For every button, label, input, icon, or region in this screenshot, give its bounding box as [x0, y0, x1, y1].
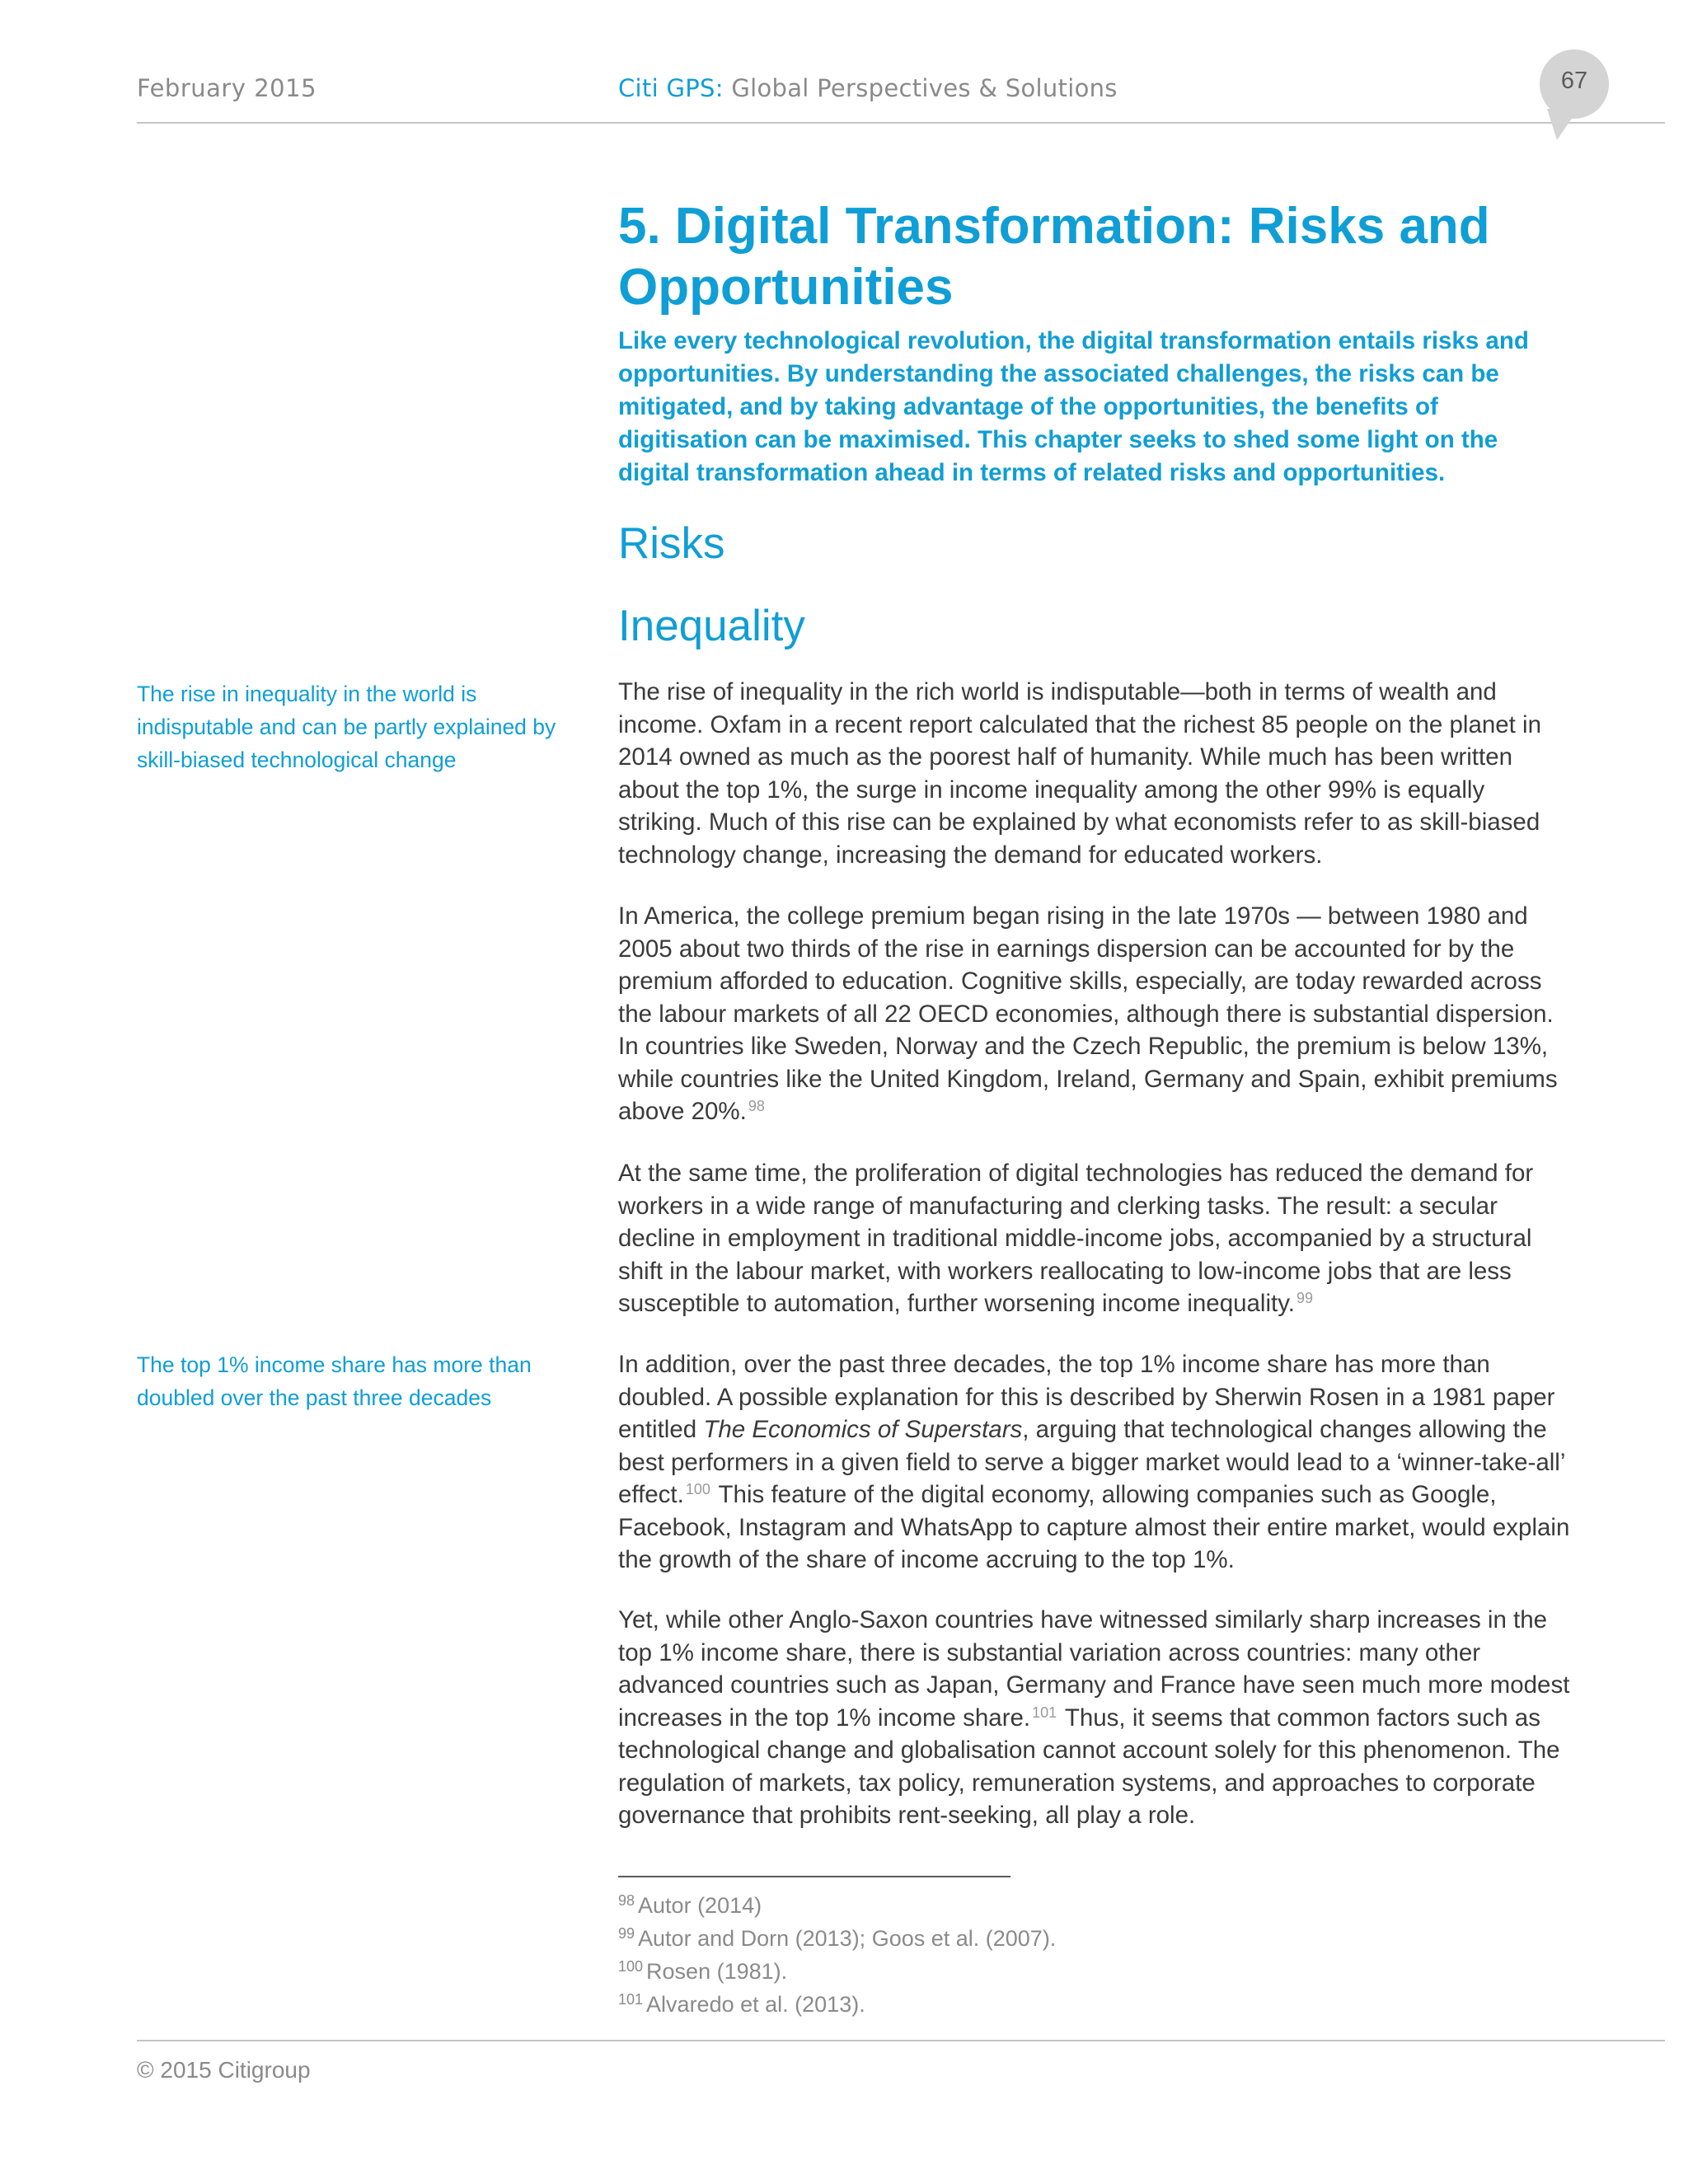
footer-copyright: © 2015 Citigroup: [137, 2057, 311, 2083]
section-heading-risks: Risks: [618, 519, 725, 568]
chapter-intro: Like every technological revolution, the digital transformation entails risks and opportunities. By understanding the associated challenges, the risks can be mitigated, and by taking advantage of the opportunities, the benefits of digitisation can be maximised. This chapter seeks to shed some light on the digital transformation ahead in terms of related risks and opportunities.: [618, 327, 1529, 486]
paragraph-4-text-a: In addition, over the past three decades, the top 1% income share has more than doubled. A possible explanation for this is described by Sherwin Rosen in a 1981 paper entitled: [618, 1351, 1555, 1443]
paragraph-3: [618, 1157, 1574, 1320]
paragraph-3-text: At the same time, the proliferation of digital technologies has reduced the demand for workers in a wide range of manufacturing and clerking tasks. The result: a secular decline in employment in traditional middle-income jobs, accompanied by a structural shift in the labour market, with workers reallocating to low-income jobs that are less susceptible to automation, further worsening income inequality.: [618, 1160, 1534, 1317]
section-heading-inequality: Inequality: [618, 602, 805, 650]
sidenote-inequality: The rise in inequality in the world is indisputable and can be partly explained by skill-biased technological change: [137, 682, 556, 772]
paragraph-1: The rise of inequality in the rich world is indisputable—both in terms of wealth and income. Oxfam in a recent report calculated that the richest 85 people on the planet in 2014 owned as much as the poorest half of humanity. While much has been written about the top 1%, the surge in income inequality among the other 99% is equally striking. Much of this rise can be explained by what economists refer to as skill-biased technology change, increasing the demand for educated workers.: [618, 678, 1542, 869]
paper-title: The Economics of Superstars: [703, 1416, 1023, 1443]
footnote-number: 98: [618, 1892, 635, 1909]
paragraph-5-text-a: Yet, while other Anglo-Saxon countries have witnessed similarly sharp increases in the top 1% income share, there is substantial variation across countries: many other advanced countries such as Japan, Germany and France have seen much more modest increases in the top 1% income share.: [618, 1606, 1570, 1732]
footnote-number: 99: [618, 1925, 635, 1942]
footnote-ref-100[interactable]: 100: [685, 1481, 710, 1497]
footnote-number: 101: [618, 1991, 644, 2008]
footnote-ref-99[interactable]: 99: [1296, 1290, 1314, 1306]
footnote-text: Rosen (1981).: [646, 1959, 788, 1984]
footnote-text: Alvaredo et al. (2013).: [646, 1992, 865, 2017]
paragraph-2: [618, 900, 1574, 1128]
footnote-text: Autor and Dorn (2013); Goos et al. (2007).: [638, 1926, 1057, 1951]
footnote-text: Autor (2014): [638, 1893, 762, 1918]
paragraph-5: [618, 1604, 1574, 1832]
paragraph-4-text-b: , arguing that technological changes allowing the best performers in a given field to serve a bigger market would lead to a ‘winner-take-all’ effect.: [618, 1416, 1565, 1508]
paragraph-5-text-b: Thus, it seems that common factors such as technological change and globalisation cannot account solely for this phenomenon. The regulation of markets, tax policy, remuneration systems, and approaches to corporate governance that prohibits rent-seeking, all play a role.: [618, 1704, 1560, 1829]
footnote-number: 100: [618, 1958, 644, 1975]
footnote-100: [618, 1957, 787, 1986]
header-publication: [618, 74, 1118, 102]
paragraph-4: [618, 1348, 1574, 1577]
page-number: 67: [1560, 68, 1588, 94]
paragraph-2-text: In America, the college premium began rising in the late 1970s — between 1980 and 2005 about two thirds of the rise in earnings dispersion can be accounted for by the premium afforded to education. Cognitive skills, especially, are today rewarded across the labour markets of all 22 OECD economies, although there is substantial dispersion. In countries like Sweden, Norway and the Czech Republic, the premium is below 13%, while countries like the United Kingdom, Ireland, Germany and Spain, exhibit premiums above 20%.: [618, 902, 1558, 1125]
paragraph-4-text-c: This feature of the digital economy, allowing companies such as Google, Facebook, Instagram and WhatsApp to capture almost their entire market, would explain the growth of the share of income accruing to the top 1%.: [618, 1481, 1570, 1573]
brand-name: Citi GPS:: [618, 74, 724, 102]
footnote-ref-101[interactable]: 101: [1032, 1704, 1057, 1721]
sidenote-top-share: The top 1% income share has more than doubled over the past three decades: [137, 1352, 532, 1410]
header-divider: [137, 122, 1665, 124]
footnote-divider: [618, 1876, 1010, 1877]
footnote-101: [618, 1990, 865, 2019]
publication-subtitle: Global Perspectives & Solutions: [723, 74, 1118, 102]
header-date: February 2015: [137, 74, 317, 102]
footnote-ref-98[interactable]: 98: [748, 1098, 765, 1114]
chapter-title: 5. Digital Transformation: Risks and Opportunities: [618, 198, 1490, 316]
footnote-99: [618, 1924, 1056, 1953]
footer-divider: [137, 2040, 1665, 2041]
footnote-98: [618, 1891, 762, 1920]
